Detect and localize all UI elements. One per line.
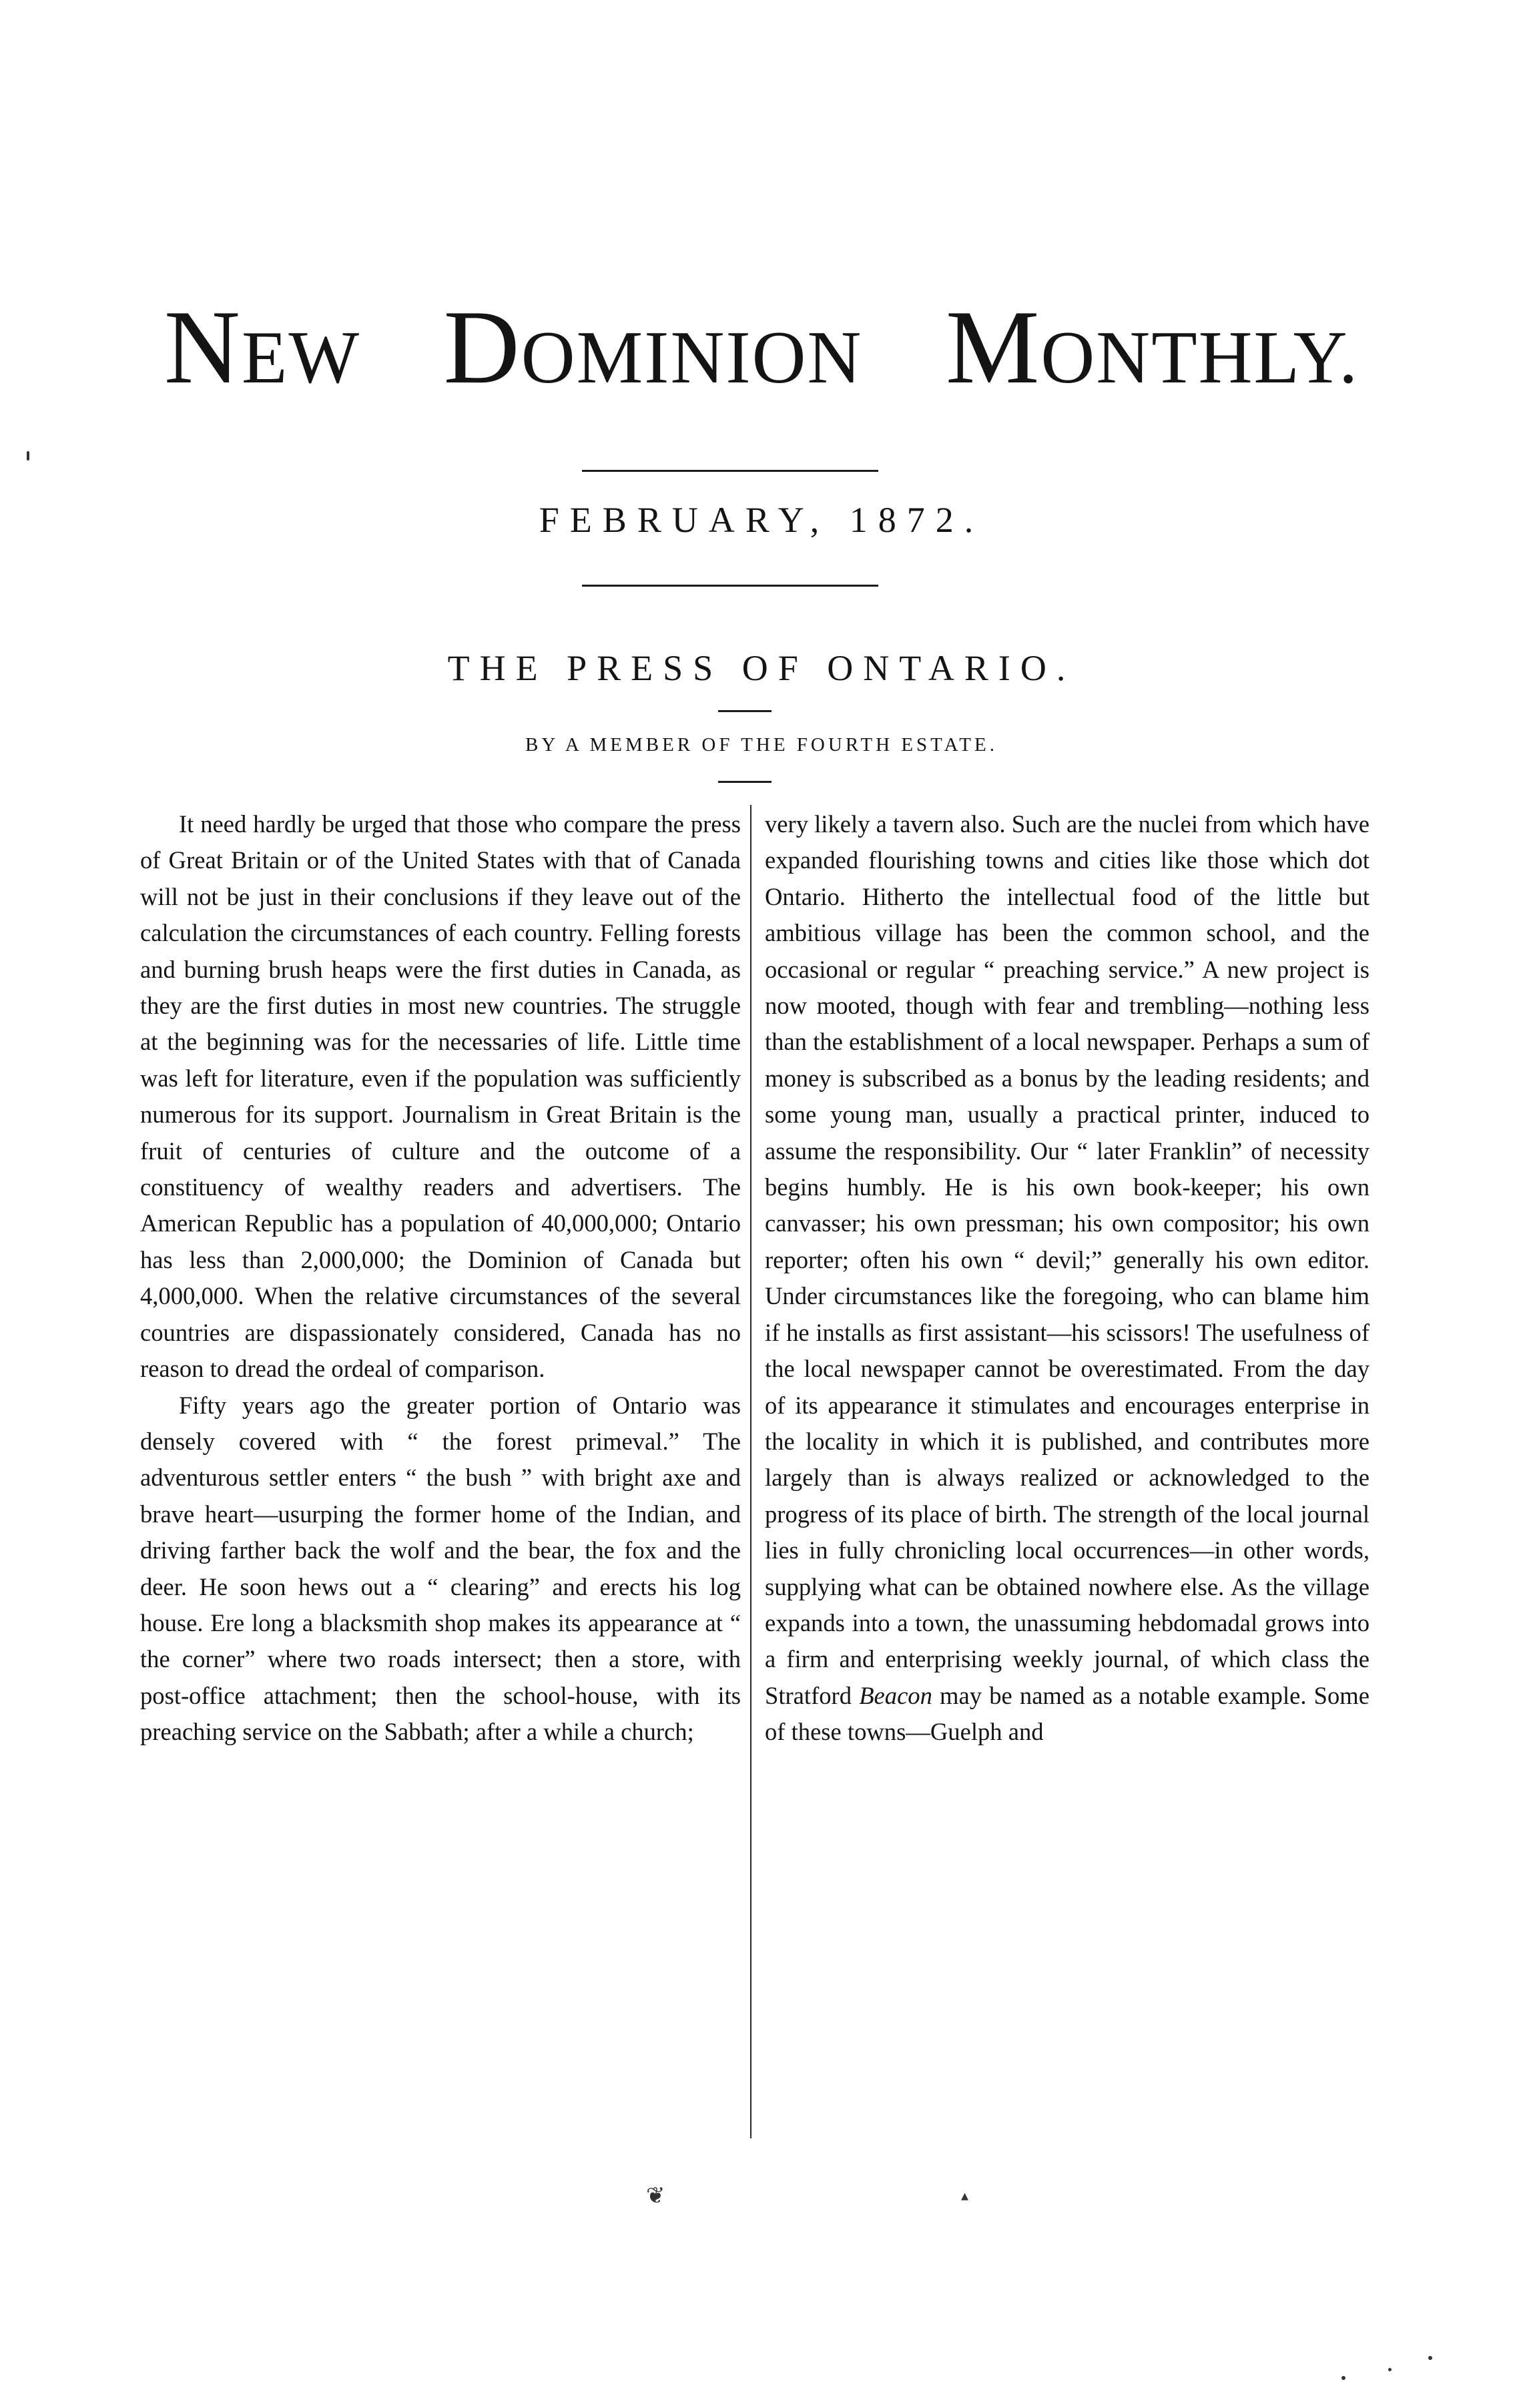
rule-below-byline: [718, 781, 772, 783]
ink-speck-icon: [1341, 2376, 1345, 2380]
article-column-right: [765, 806, 1369, 2361]
ink-speck-icon: [1428, 2356, 1432, 2360]
masthead-initial-2: D: [443, 289, 521, 406]
printer-ornament-icon: ▴: [961, 2188, 969, 2204]
masthead-initial-1: N: [164, 289, 242, 406]
issue-date: FEBRUARY, 1872.: [539, 500, 984, 540]
masthead-word-1: EW: [241, 316, 361, 399]
printer-ornament-icon: ❦: [646, 2182, 665, 2209]
article-title: THE PRESS OF ONTARIO.: [447, 648, 1076, 688]
paragraph-text: very likely a tavern also. Such are the nuclei from which have expanded flourishing towns and cities like those which dot Ontario. Hitherto the intellectual food of the little but ambitious village has been the common school, and the occasional or regular “ preaching service.” A new project is now mooted, though with fear and trembling—nothing less than the establishment of a local newspaper. Perhaps a sum of money is subscribed as a bonus by the leading residents; and some young man, usually a practical printer, induced to assume the responsibility. Our “ later Franklin” of necessity begins humbly. He is his own book-keeper; his own canvasser; his own pressman; his own compositor; his own reporter; often his own “ devil;” generally his own editor. Under circumstances like the foregoing, who can blame him if he installs as first assistant—his scissors! The usefulness of the local newspaper cannot be overestimated. From the day of its appearance it stimulates and encourages enterprise in the locality in which it is published, and contributes more largely than is always realized or acknowledged to the progress of its place of birth. The strength of the local journal lies in fully chronicling local occurrences—in other words, supplying what can be obtained nowhere else. As the village expands into a town, the unassuming hebdomadal grows into a firm and enterprising weekly journal, of which class the Stratford: [765, 810, 1369, 1709]
masthead-word-3: ONTHLY.: [1040, 316, 1359, 399]
masthead-word-2: OMINION: [521, 316, 863, 399]
masthead-title: [0, 287, 1523, 408]
italic-newspaper-name: Beacon: [859, 1681, 932, 1709]
masthead-initial-3: M: [945, 289, 1041, 406]
article-column-left: [140, 806, 741, 2361]
paragraph: It need hardly be urged that those who compare the press of Great Britain or of the United States with that of Canada will not be just in their conclusions if they leave out of the calculation the circumstances of each country. Felling forests and burning brush heaps were the first duties in Canada, as they are the first duties in most new countries. The struggle at the beginning was for the necessaries of life. Little time was left for literature, even if the population was sufficiently numerous for its support. Journalism in Great Britain is the fruit of centuries of culture and the outcome of a constituency of wealthy readers and advertisers. The American Republic has a population of 40,000,000; Ontario has less than 2,000,000; the Dominion of Canada but 4,000,000. When the relative circumstances of the several countries are dispassionately considered, Canada has no reason to dread the ordeal of comparison.: [140, 810, 741, 1383]
rule-above-byline: [718, 710, 772, 712]
paragraph: Fifty years ago the greater portion of Ontario was densely covered with “ the forest primeval.” The adventurous settler enters “ the bush ” with bright axe and brave heart—usurping the former home of the Indian, and driving farther back the wolf and the bear, the fox and the deer. He soon hews out a “ clearing” and erects his log house. Ere long a blacksmith shop makes its appearance at “ the corner” where two roads intersect; then a store, with post-office attachment; then the school-house, with its preaching service on the Sabbath; after a while a church;: [140, 1391, 741, 1746]
column-divider: [750, 805, 751, 2138]
ink-speck-icon: [1388, 2368, 1392, 2371]
rule-above-date: [582, 470, 878, 472]
ink-speck-icon: [27, 451, 29, 461]
paragraph: [765, 806, 1369, 1751]
article-byline: BY A MEMBER OF THE FOURTH ESTATE.: [525, 734, 998, 756]
paragraph-text-end: may be named as a notable example. Some of these towns—Guelph and: [765, 1681, 1369, 1746]
rule-below-date: [582, 585, 878, 587]
